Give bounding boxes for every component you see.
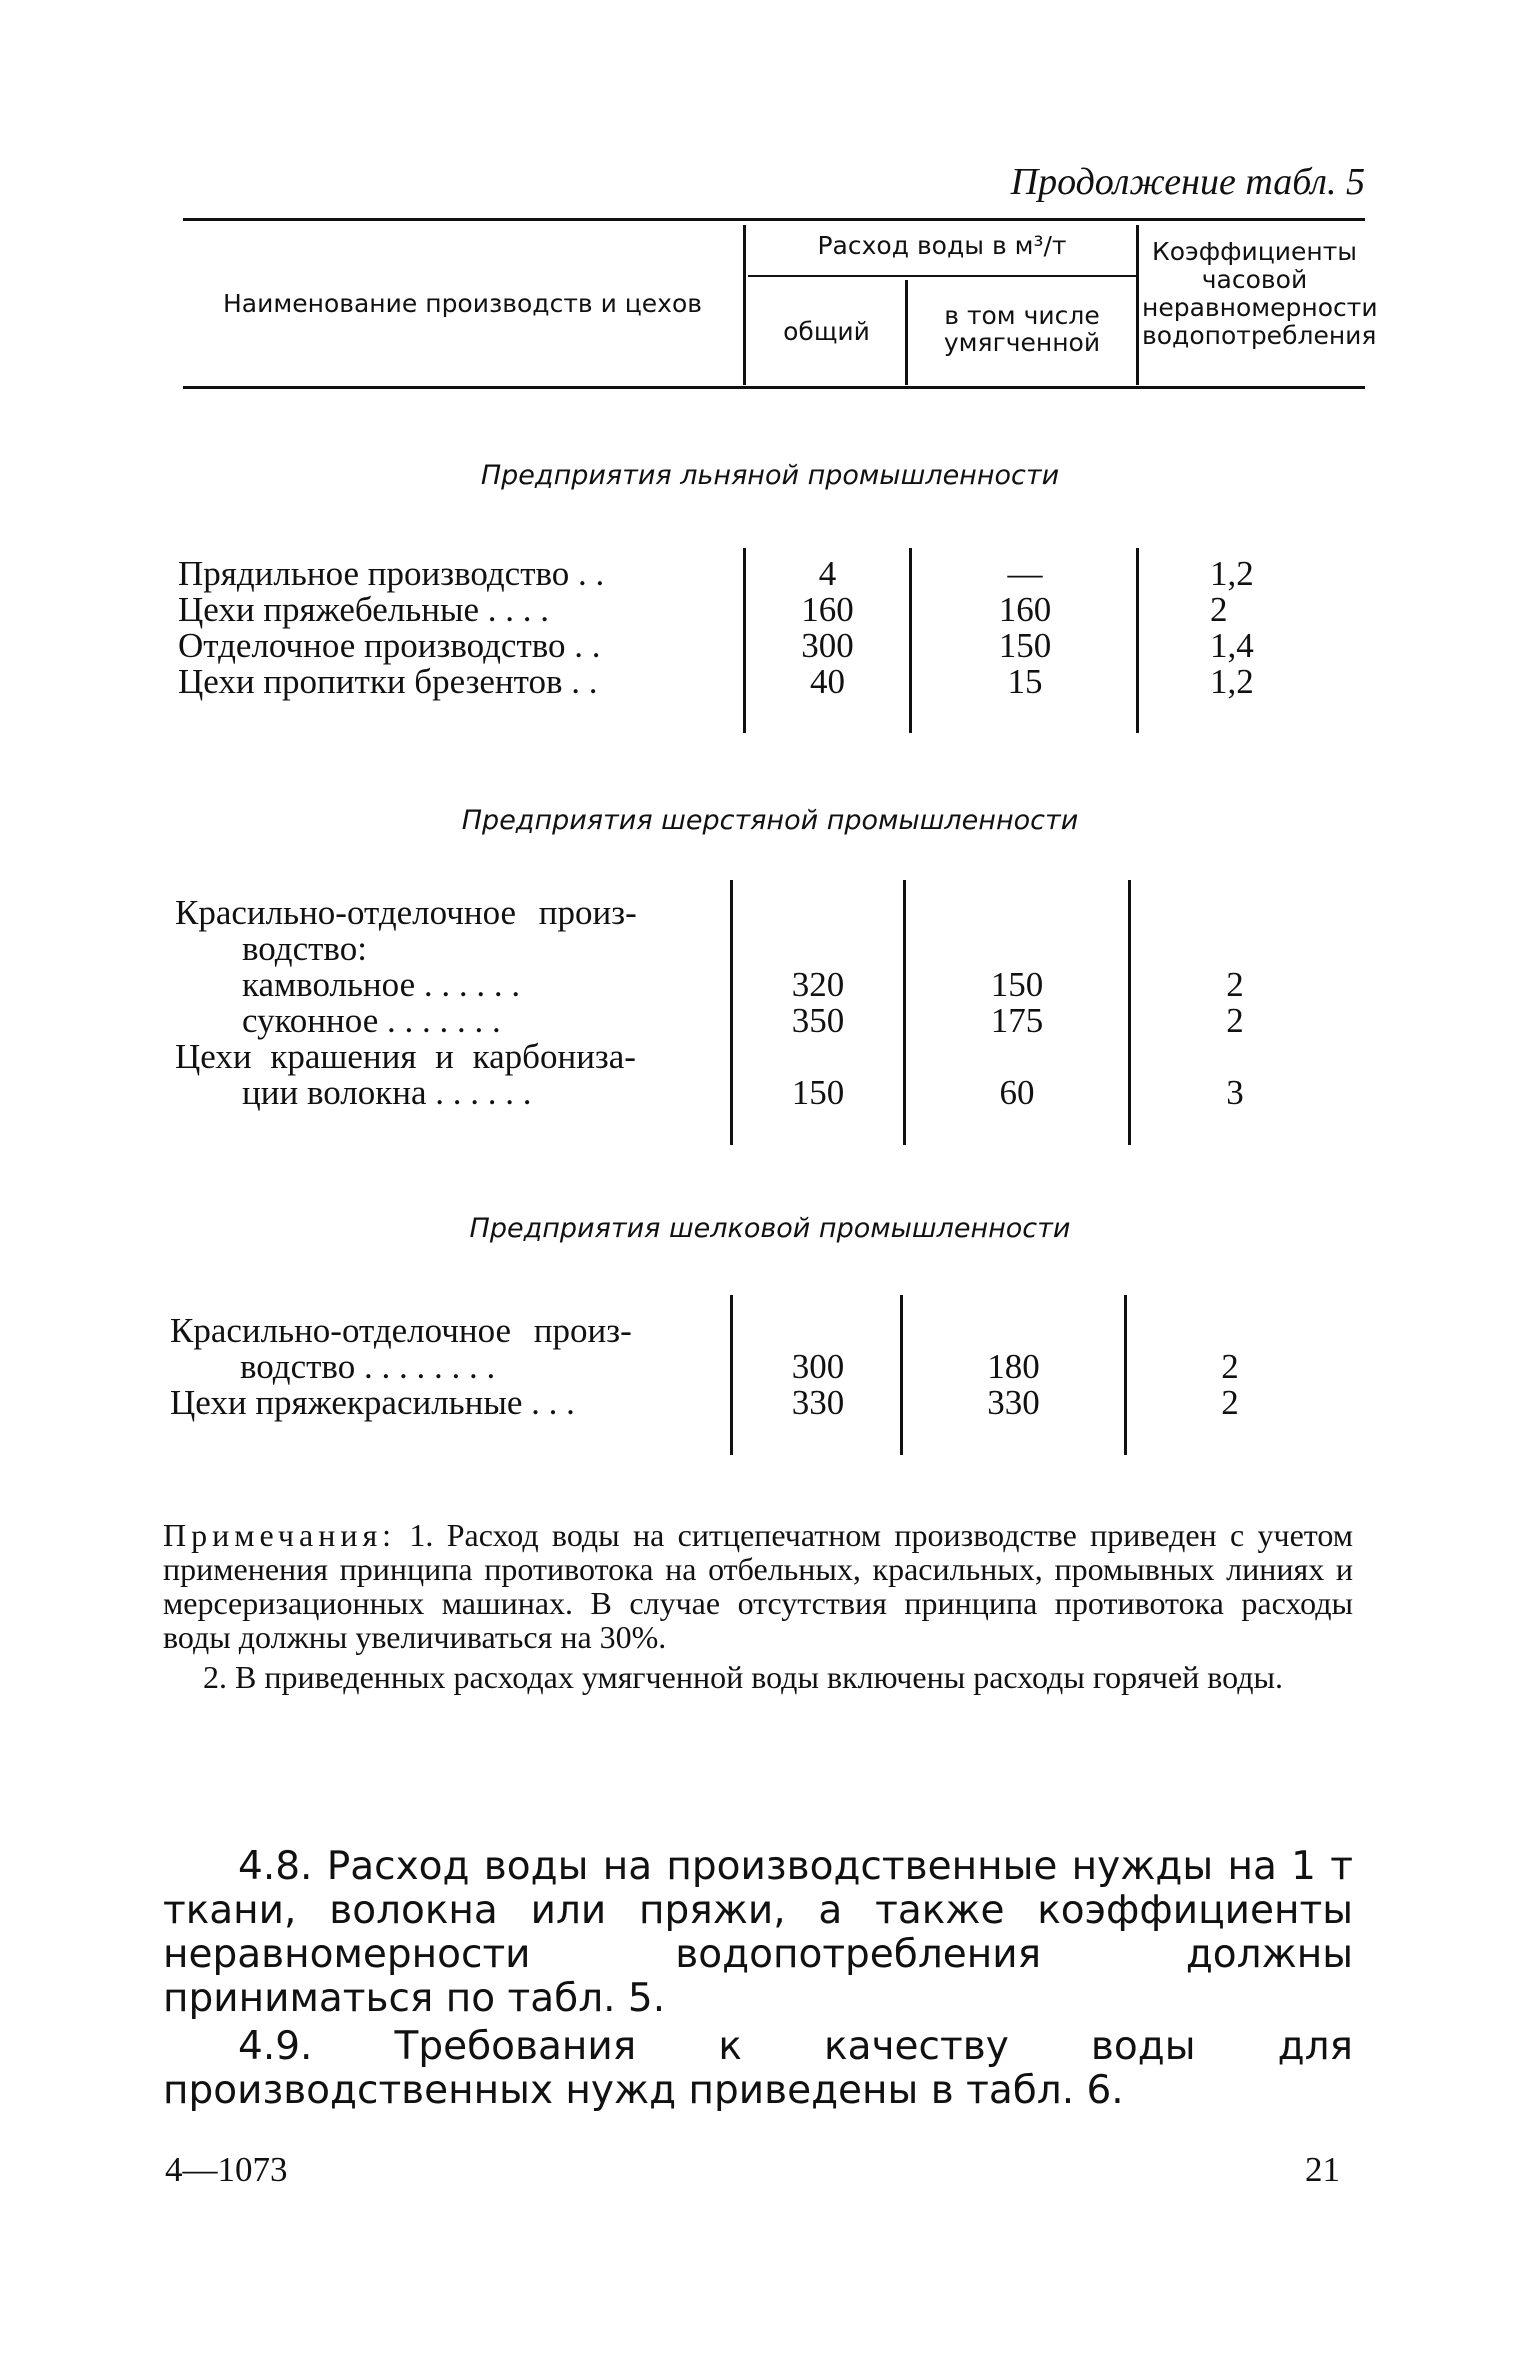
row-name: ции волокна . . . . . . [242, 1073, 532, 1112]
col-divider-1 [730, 880, 733, 1145]
row-total: 40 [810, 662, 845, 701]
row-coef: 2 [1221, 1383, 1239, 1422]
table-notes [163, 1518, 1353, 1694]
row-total: 4 [818, 554, 837, 593]
row-total: 300 [801, 626, 854, 665]
paragraph-4-8: 4.8. Расход воды на производственные нужды на 1 т ткани, волокна или пряжи, а также коэффициенты неравномерности водопотребления должны приниматься по табл. 5. [163, 1844, 1353, 2021]
row-softened: 15 [1007, 662, 1043, 701]
row-softened: 160 [998, 590, 1052, 629]
header-coef: Коэффициенты часовой неравномерности водопотребления [1142, 237, 1378, 350]
col-divider-3 [1128, 880, 1131, 1145]
header-divider-3 [1136, 225, 1139, 385]
header-divider-2 [905, 280, 908, 385]
row-softened: 150 [998, 626, 1052, 665]
table-header-bottom-rule [183, 386, 1365, 389]
col-divider-1 [743, 548, 746, 733]
row-total: 320 [791, 965, 845, 1004]
row-name: Цехи крашения и карбониза- [175, 1037, 636, 1076]
row-coef: 2 [1226, 965, 1244, 1004]
row-total: 150 [791, 1073, 845, 1112]
header-water: Расход воды в м³/т [817, 231, 1067, 260]
row-coef: 1,4 [1210, 626, 1254, 665]
col-divider-2 [900, 1295, 903, 1455]
row-total: 160 [801, 590, 854, 629]
page-number: 21 [1305, 2150, 1340, 2189]
row-softened: 175 [990, 1001, 1044, 1040]
section-title: Предприятия льняной промышленности [480, 460, 1060, 491]
note-2 [163, 1660, 1353, 1694]
row-name: Цехи пряжекрасильные . . . [170, 1383, 575, 1422]
footer-code: 4—1073 [165, 2150, 288, 2189]
row-coef: 2 [1221, 1347, 1239, 1386]
row-coef: 3 [1226, 1073, 1244, 1112]
header-softened: в том числе умягченной [943, 301, 1101, 357]
col-divider-1 [730, 1295, 733, 1455]
body-text [163, 1845, 1353, 2113]
section-title: Предприятия шерстяной промышленности [461, 805, 1079, 836]
row-name: Красильно-отделочное произ- [170, 1311, 632, 1350]
row-name: Прядильное производство . . [178, 554, 605, 593]
col-divider-2 [909, 548, 912, 733]
row-coef: 1,2 [1210, 662, 1254, 701]
notes-label: Примечания: [163, 1517, 397, 1553]
row-total: 330 [791, 1383, 845, 1422]
row-name: Цехи пропитки брезентов . . [178, 662, 598, 701]
row-name: суконное . . . . . . . [242, 1001, 501, 1040]
col-divider-3 [1124, 1295, 1127, 1455]
row-softened: — [1007, 554, 1043, 593]
table-top-rule [183, 218, 1365, 221]
col-divider-3 [1136, 548, 1139, 733]
row-total: 300 [791, 1347, 845, 1386]
row-total: 350 [791, 1001, 845, 1040]
header-total: общий [783, 317, 870, 346]
row-name: Отделочное производство . . [178, 626, 601, 665]
row-coef: 2 [1210, 590, 1228, 629]
paragraph-4-9: 4.9. Требования к качеству воды для производственных нужд приведены в табл. 6. [163, 2024, 1353, 2113]
row-name: водство . . . . . . . . [240, 1347, 496, 1386]
header-divider-1 [743, 225, 746, 385]
note-2-text: 2. В приведенных расходах умягченной воды включены расходы горячей воды. [203, 1659, 1284, 1695]
note-1 [163, 1518, 1353, 1654]
row-name: камвольное . . . . . . [242, 965, 521, 1004]
col-divider-2 [903, 880, 906, 1145]
row-softened: 60 [999, 1073, 1035, 1112]
row-coef: 2 [1226, 1001, 1244, 1040]
row-softened: 180 [987, 1347, 1040, 1386]
header-name: Наименование производств и цехов [223, 289, 702, 318]
water-subheader-rule [748, 275, 1136, 277]
row-name: Цехи пряжебельные . . . . [178, 590, 550, 629]
note-1-text: 1. Расход воды на ситцепечатном производстве приведен с учетом применения принципа противотока на отбельных, красильных, промывных линиях и мерсеризационных машинах. В случае отсутствия принципа противотока расходы воды должны увеличиваться на 30%. [163, 1517, 1354, 1655]
row-name: водство: [242, 929, 367, 968]
section-title: Предприятия шелковой промышленности [469, 1213, 1071, 1244]
table-continuation-caption: Продолжение табл. 5 [1010, 161, 1365, 203]
row-softened: 150 [990, 965, 1044, 1004]
row-softened: 330 [987, 1383, 1040, 1422]
row-name: Красильно-отделочное произ- [175, 893, 637, 932]
row-coef: 1,2 [1210, 554, 1254, 593]
